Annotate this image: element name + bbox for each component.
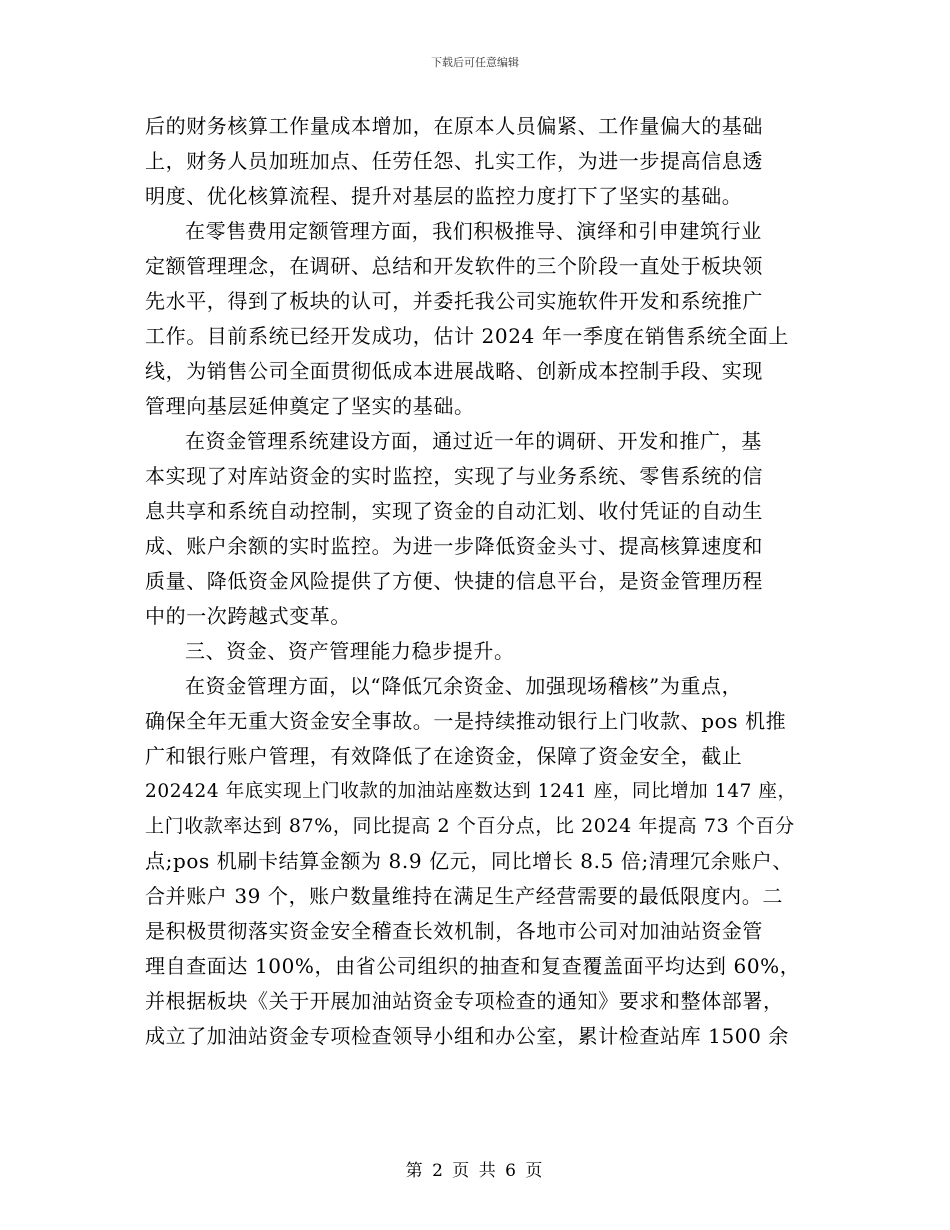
text-line: 成立了加油站资金专项检查领导小组和办公室，累计检查站库 1500 余 [145,1024,790,1048]
text-line: 是积极贯彻落实资金安全稽查长效机制，各地市公司对加油站资金管 [145,919,763,943]
text-line: 成、账户余额的实时监控。为进一步降低资金头寸、提高核算速度和 [145,534,763,558]
text-line: 上，财务人员加班加点、任劳任怨、扎实工作，为进一步提高信息透 [145,149,763,173]
text-line: 后的财务核算工作量成本增加，在原本人员偏紧、工作量偏大的基础 [145,114,763,138]
text-line: 在零售费用定额管理方面，我们积极推导、演绎和引申建筑行业 [185,219,762,243]
text-line: 在资金管理系统建设方面，通过近一年的调研、开发和推广，基 [185,429,762,453]
text-line: 广和银行账户管理，有效降低了在途资金，保障了资金安全，截止 [145,744,743,768]
text-line: 先水平，得到了板块的认可，并委托我公司实施软件开发和系统推广 [145,289,763,313]
text-line: 明度、优化核算流程、提升对基层的监控力度打下了坚实的基础。 [145,184,743,208]
text-line: 管理向基层延伸奠定了坚实的基础。 [145,394,475,418]
text-line: 中的一次跨越式变革。 [145,604,351,628]
text-line: 质量、降低资金风险提供了方便、快捷的信息平台，是资金管理历程 [145,569,763,593]
text-line: 本实现了对库站资金的实时监控，实现了与业务系统、零售系统的信 [145,464,763,488]
text-line: 工作。目前系统已经开发成功，估计 2024 年一季度在销售系统全面上 [145,324,790,348]
text-line: 线，为销售公司全面贯彻低成本进展战略、创新成本控制手段、实现 [145,359,763,383]
text-line: 三、资金、资产管理能力稳步提升。 [185,639,515,663]
text-line: 定额管理理念，在调研、总结和开发软件的三个阶段一直处于板块领 [145,254,763,278]
text-line: 上门收款率达到 87%，同比提高 2 个百分点，比 2024 年提高 73 个百分 [145,815,795,837]
text-line: 202424 年底实现上门收款的加油站座数达到 1241 座，同比增加 147 座， [145,781,797,802]
page-header: 下载后可任意编辑 [431,56,519,69]
text-line: 合并账户 39 个，账户数量维持在满足生产经营需要的最低限度内。二 [145,884,783,908]
text-line: 息共享和系统自动控制，实现了资金的自动汇划、收付凭证的自动生 [145,499,763,523]
page-footer: 第 2 页 共 6 页 [405,1161,545,1181]
text-line: 确保全年无重大资金安全事故。一是持续推动银行上门收款、pos 机推 [145,709,787,733]
text-line: 点;pos 机刷卡结算金额为 8.9 亿元，同比增长 8.5 倍;清理冗余账户、 [145,849,793,873]
text-line: 并根据板块《关于开展加油站资金专项检查的通知》要求和整体部署， [145,989,784,1013]
document-body [145,109,810,1054]
text-line: 在资金管理方面，以“降低冗余资金、加强现场稽核”为重点， [185,674,743,698]
text-line: 理自查面达 100%，由省公司组织的抽查和复查覆盖面平均达到 60%， [145,954,801,978]
